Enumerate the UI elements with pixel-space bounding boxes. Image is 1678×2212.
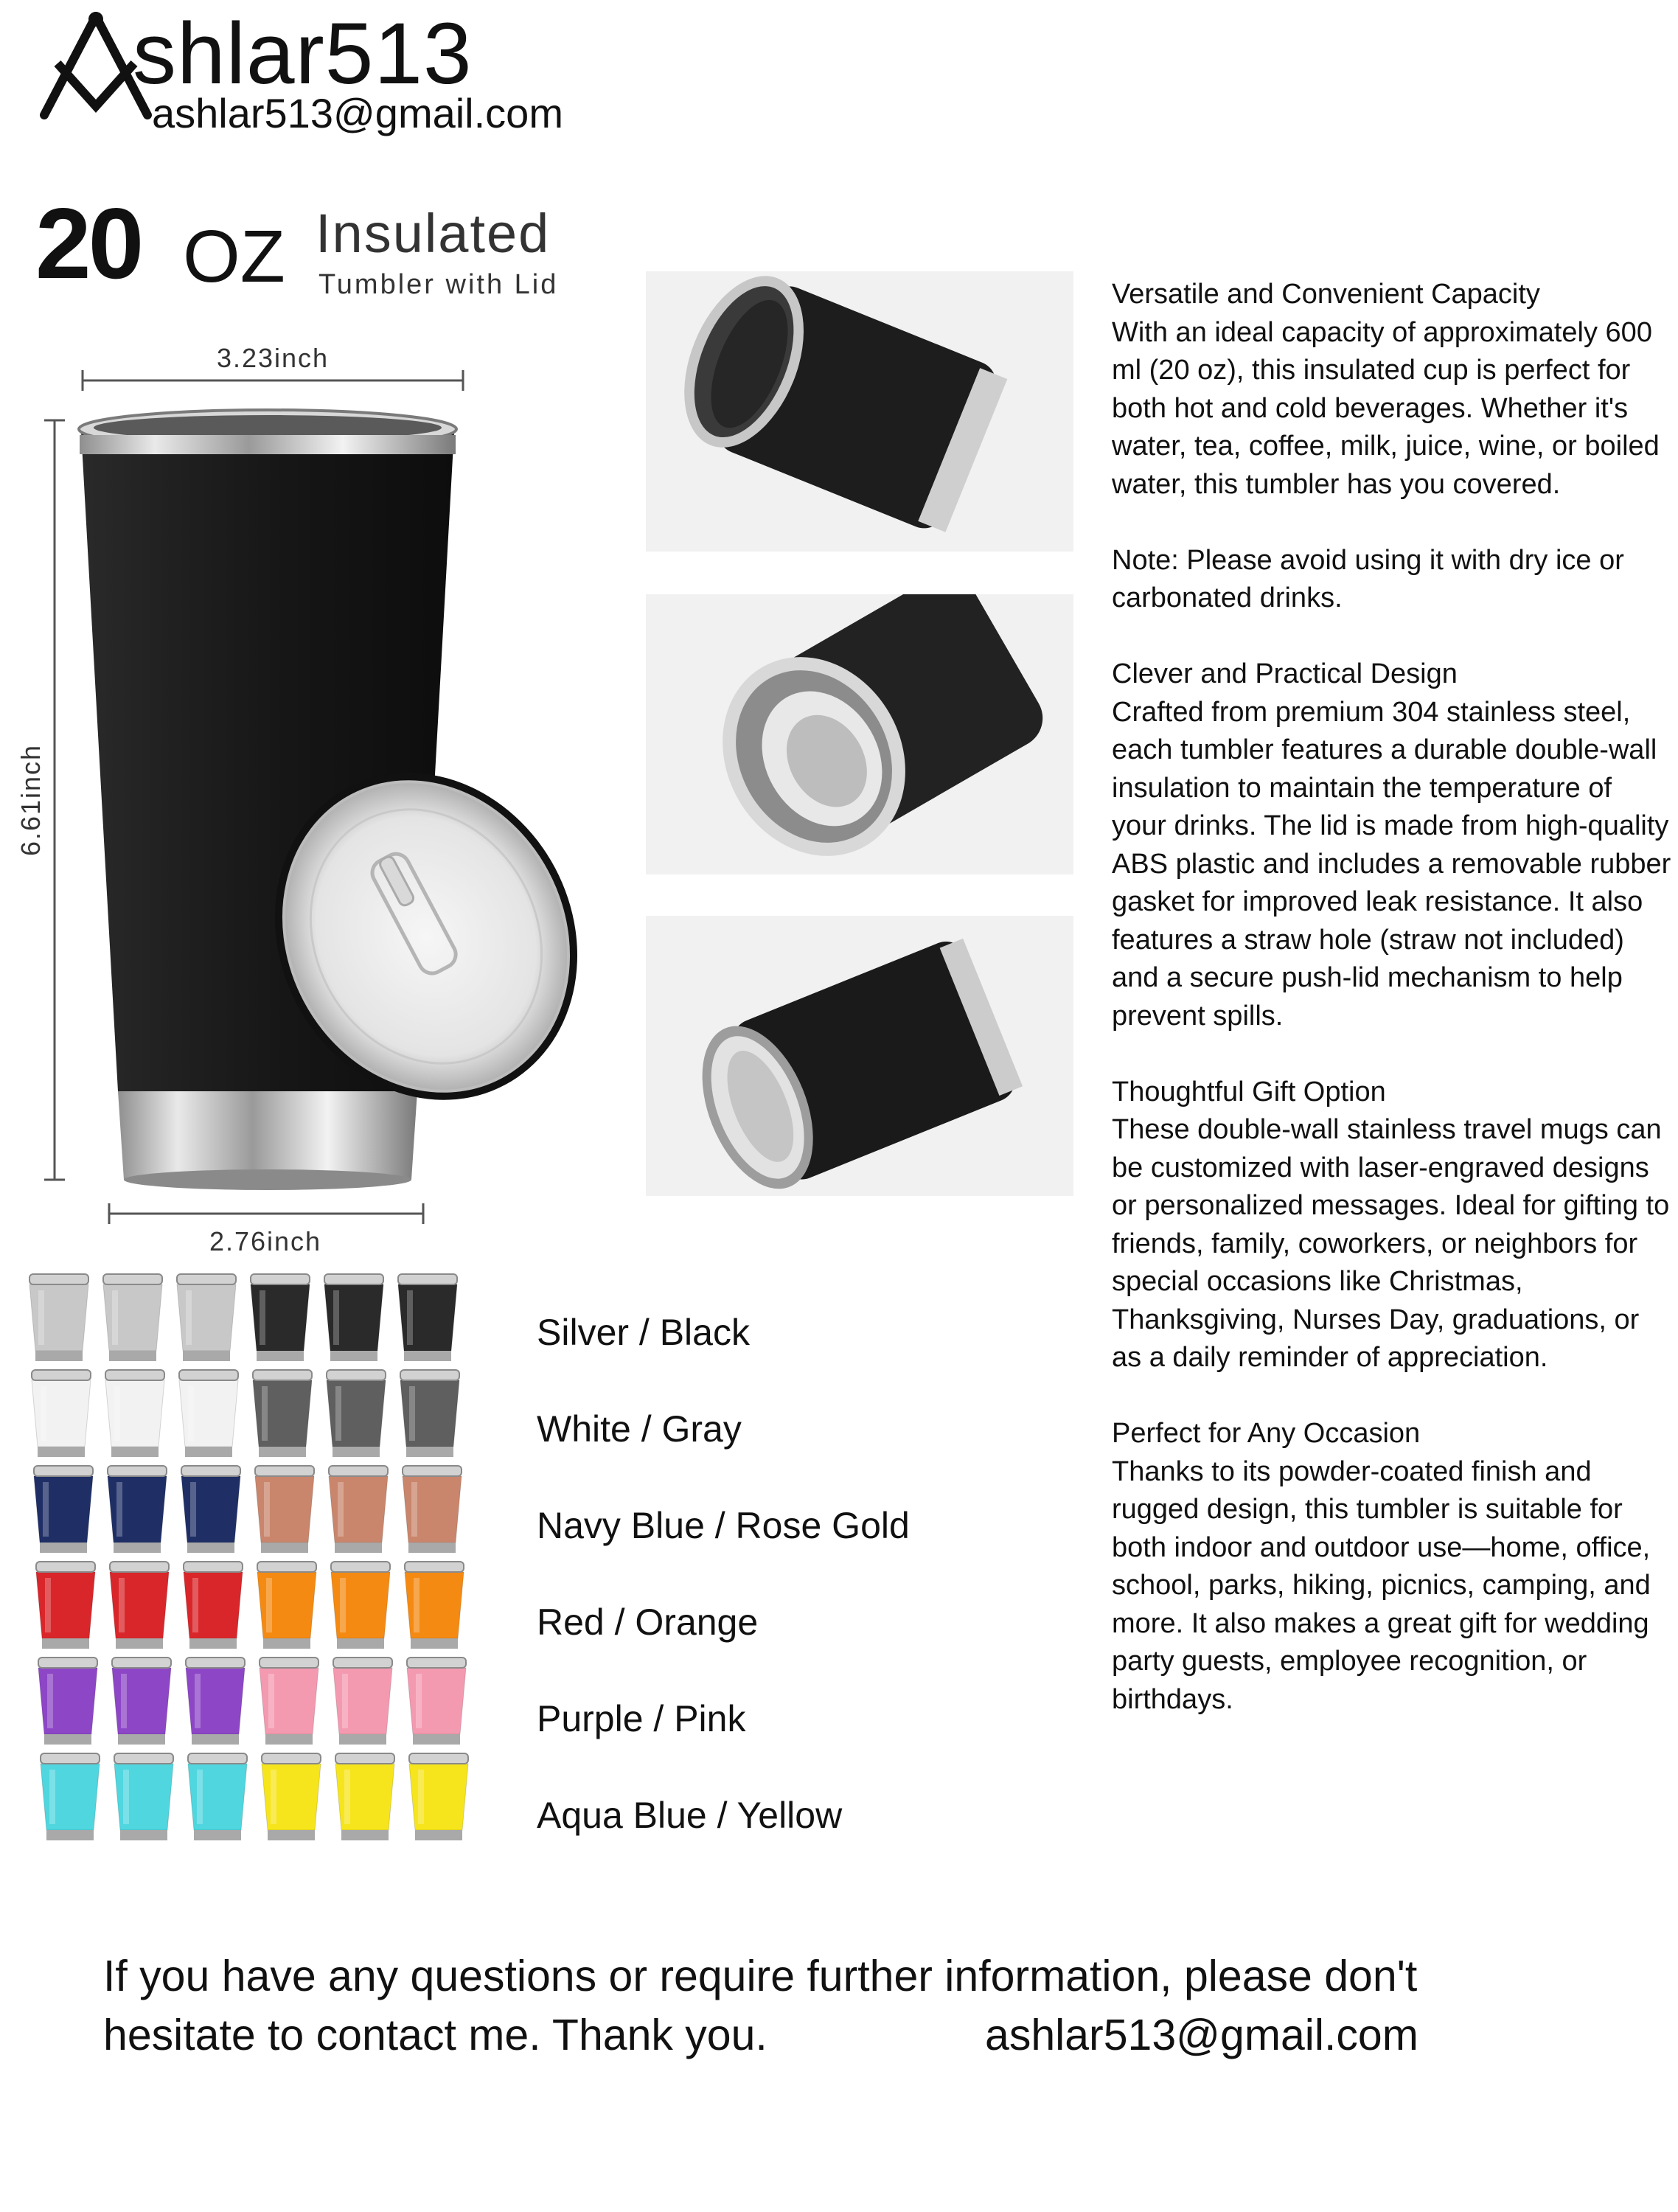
- desc-body: Thanks to its powder-coated finish and rugged design, this tumbler is suitable for both indoor and outdoor use—home, office, school, parks, hiking, picnics, camping, and more. It also makes a great gift for wedding party guests, employee recognition, or birthdays.: [1112, 1455, 1651, 1715]
- swatch-tumbler: [41, 1753, 100, 1840]
- color-option-label: Red / Orange: [537, 1601, 759, 1643]
- swatch-tumbler: [108, 1466, 167, 1553]
- swatch-tumbler: [403, 1466, 462, 1553]
- desc-body: These double-wall stainless travel mugs can be customized with laser-engraved designs or personalized messages. Ideal for gifting to friends, family, coworkers, or neighbors for special occasions like Christmas, Thanksgiving, Nurses Day, graduations, or as a daily reminder of appreciation.: [1112, 1114, 1670, 1373]
- desc-heading: Versatile and Convenient Capacity: [1112, 279, 1540, 310]
- footer-email[interactable]: ashlar513@gmail.com: [985, 2011, 1418, 2059]
- color-option-label: Aqua Blue / Yellow: [537, 1795, 843, 1836]
- swatch-tumbler: [114, 1753, 173, 1840]
- desc-section-note: [1112, 542, 1672, 618]
- swatch-tumbler: [405, 1562, 464, 1649]
- swatch-tumbler: [407, 1658, 466, 1745]
- brand-name: shlar513: [133, 5, 473, 102]
- photo-tumbler-top-view: [646, 271, 1073, 552]
- desc-heading: Clever and Practical Design: [1112, 658, 1458, 689]
- swatch-tumbler: [177, 1274, 236, 1361]
- color-option-label: Purple / Pink: [537, 1698, 746, 1739]
- desc-heading: Perfect for Any Occasion: [1112, 1418, 1421, 1449]
- swatch-tumbler: [327, 1370, 386, 1457]
- swatch-tumbler: [112, 1658, 171, 1745]
- swatch-tumbler: [184, 1562, 243, 1649]
- tumbler-dimension-image: [13, 324, 618, 1253]
- swatch-tumbler: [181, 1466, 240, 1553]
- size-number: 20: [35, 187, 142, 299]
- swatch-tumbler: [251, 1274, 310, 1361]
- tumbler-base: [118, 1091, 417, 1180]
- swatch-tumbler: [255, 1466, 314, 1553]
- swatch-tumbler: [105, 1370, 164, 1457]
- swatch-tumbler: [179, 1370, 238, 1457]
- desc-body: Crafted from premium 304 stainless steel, each tumbler features a durable double-wall insulation to maintain the temperature of your drinks. The lid is made from high-quality ABS plastic and includes a removable rubber gasket for improved leak resistance. It also features a straw hole (straw not included) and a secure push-lid mechanism to help prevent spills.: [1112, 696, 1671, 1032]
- swatch-tumbler: [409, 1753, 468, 1840]
- swatch-tumbler: [262, 1753, 321, 1840]
- header-email[interactable]: ashlar513@gmail.com: [152, 90, 563, 136]
- color-swatch-grid: [22, 1268, 494, 1843]
- desc-body: With an ideal capacity of approximately 600 ml (20 oz), this insulated cup is perfect for both hot and cold beverages. Whether it's water, tea, coffee, milk, juice, wine, or boiled water, this tumbler has you covered.: [1112, 316, 1660, 500]
- desc-section-capacity: [1112, 276, 1672, 504]
- desc-heading: Thoughtful Gift Option: [1112, 1076, 1386, 1107]
- product-subtitle: Tumbler with Lid: [318, 269, 559, 300]
- photo-tumbler-inside-view: [646, 594, 1073, 874]
- swatch-tumbler: [257, 1562, 316, 1649]
- color-option-label: Silver / Black: [537, 1312, 750, 1353]
- swatch-tumbler: [333, 1658, 392, 1745]
- swatch-tumbler: [186, 1658, 245, 1745]
- footer-line-1: If you have any questions or require further information, please don't: [103, 1952, 1418, 2000]
- contact-footer: [103, 1947, 1578, 2065]
- desc-body: Note: Please avoid using it with dry ice or carbonated drinks.: [1112, 544, 1624, 613]
- swatch-tumbler: [398, 1274, 457, 1361]
- swatch-tumbler: [253, 1370, 312, 1457]
- swatch-tumbler: [335, 1753, 394, 1840]
- swatch-tumbler: [110, 1562, 169, 1649]
- swatch-tumbler: [103, 1274, 162, 1361]
- color-option-label: Navy Blue / Rose Gold: [537, 1505, 910, 1546]
- bottom-width-label: 2.76inch: [209, 1226, 322, 1253]
- swatch-tumbler: [400, 1370, 459, 1457]
- swatch-tumbler: [32, 1370, 91, 1457]
- swatch-tumbler: [38, 1658, 97, 1745]
- swatch-tumbler: [34, 1466, 93, 1553]
- swatch-tumbler: [331, 1562, 390, 1649]
- swatch-tumbler: [36, 1562, 95, 1649]
- desc-section-design: [1112, 655, 1672, 1035]
- swatch-tumbler: [324, 1274, 383, 1361]
- swatch-tumbler: [29, 1274, 88, 1361]
- photo-tumbler-bottom-view: [646, 916, 1073, 1196]
- swatch-tumbler: [188, 1753, 247, 1840]
- product-heading: [35, 187, 581, 311]
- color-options-list: [537, 1284, 950, 1864]
- swatch-tumbler: [329, 1466, 388, 1553]
- product-title: Insulated: [316, 203, 551, 264]
- swatch-tumbler: [260, 1658, 318, 1745]
- product-description: [1112, 276, 1672, 1757]
- height-label: 6.61inch: [15, 743, 46, 857]
- footer-line-2: hesitate to contact me. Thank you.: [103, 2011, 767, 2059]
- top-width-label: 3.23inch: [216, 343, 330, 373]
- desc-section-gift: [1112, 1074, 1672, 1377]
- size-unit: OZ: [183, 215, 285, 298]
- brand-header: [37, 6, 582, 139]
- desc-section-occasion: [1112, 1415, 1672, 1719]
- color-option-label: White / Gray: [537, 1408, 742, 1450]
